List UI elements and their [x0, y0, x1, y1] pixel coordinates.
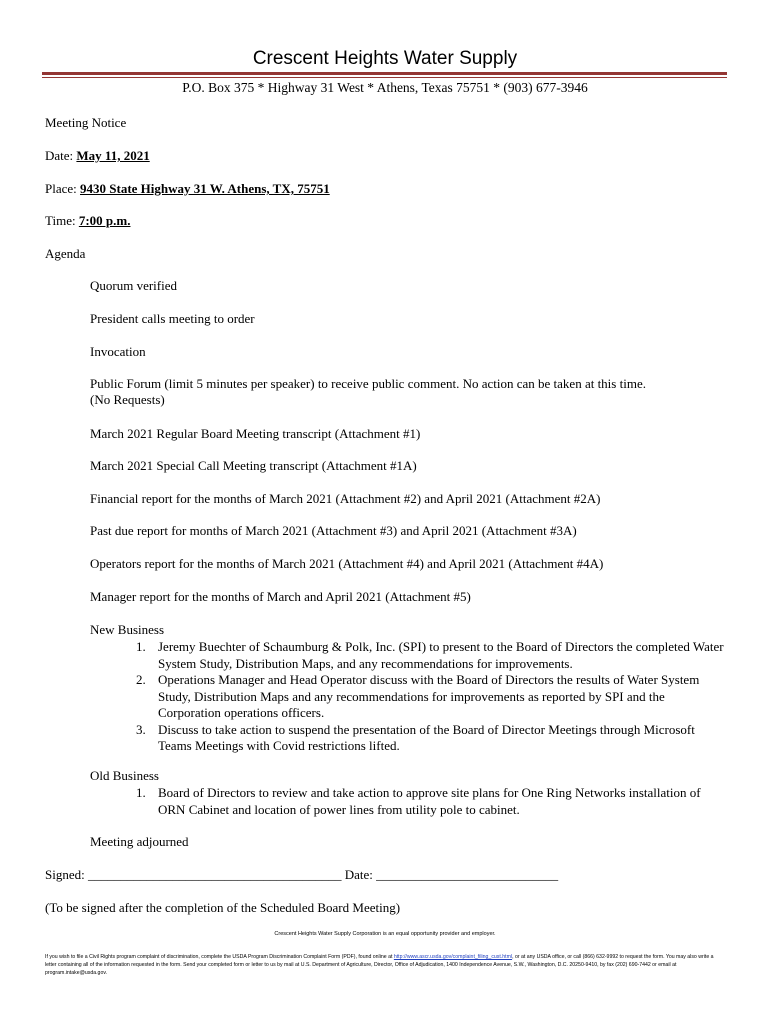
date-label: Date:: [45, 148, 74, 163]
list-item-number: 3.: [136, 721, 146, 737]
list-item: [90, 785, 730, 818]
civil-rights-text-start: If you wish to file a Civil Rights program complaint of discrimination, complete the USDA Program Discrimination Complaint Form (PDF), found online at: [45, 954, 394, 960]
list-item-text: Discuss to take action to suspend the presentation of the Board of Director Meetings through Microsoft Teams Meetings with Covid restrictions lifted.: [158, 721, 695, 753]
header-rule-thick: [42, 72, 727, 75]
list-item-text: Jeremy Buechter of Schaumburg & Polk, Inc. (SPI) to present to the Board of Directors the completed Water System Study, Distribution Maps, and any recommendations for improvements.: [158, 639, 724, 671]
agenda-item: March 2021 Regular Board Meeting transcript (Attachment #1): [90, 426, 421, 441]
signature-note: (To be signed after the completion of the Scheduled Board Meeting): [45, 900, 401, 915]
list-item-number: 1.: [136, 639, 146, 654]
civil-rights-text-end: , or at any USDA office, or call (866) 632-9992 to request the form. You may also write a letter containing all of the information requested in the form. Send your completed form or letter to us by mail at U.S. Department of Agriculture, Director, Office of Adjudication, 1400 Independence Avenue, S.W., Washington, D.C. 20250-9410, by fax (202) 690-7442 or email at program.intake@usda.gov.: [45, 954, 714, 976]
header-rule-thin: [42, 77, 727, 78]
list-item-number: 2.: [136, 672, 146, 687]
equal-opportunity-statement: Crescent Heights Water Supply Corporation is an equal opportunity provider and employer.: [274, 931, 496, 937]
agenda-heading: Agenda: [45, 246, 86, 261]
agenda-item: Financial report for the months of March 2021 (Attachment #2) and April 2021 (Attachment #2A): [90, 491, 601, 506]
agenda-item: President calls meeting to order: [90, 311, 255, 326]
old-business-heading: Old Business: [90, 768, 159, 783]
place-line: [45, 181, 330, 197]
date-value: May 11, 2021: [76, 148, 150, 163]
agenda-item: Quorum verified: [90, 278, 178, 293]
agenda-item: March 2021 Special Call Meeting transcript (Attachment #1A): [90, 458, 417, 473]
signature-line: Signed: _______________________________________ Date: ____________________________: [45, 867, 559, 882]
list-item: [90, 672, 730, 722]
new-business-heading: New Business: [90, 622, 165, 637]
civil-rights-notice: [45, 953, 725, 977]
place-label: Place:: [45, 181, 77, 196]
time-line: [45, 213, 130, 229]
list-item-text: Board of Directors to review and take action to approve site plans for One Ring Networks installation of ORN Cabinet and location of power lines from utility pole to cabinet.: [158, 785, 701, 817]
time-value: 7:00 p.m.: [78, 213, 131, 228]
list-item-number: 1.: [136, 785, 146, 800]
agenda-item: Public Forum (limit 5 minutes per speaker) to receive public comment. No action can be taken at this time.: [90, 376, 646, 391]
agenda-item: (No Requests): [90, 392, 165, 407]
date-line: [45, 148, 150, 164]
meeting-adjourned: Meeting adjourned: [90, 834, 189, 849]
old-business-section: [90, 768, 730, 818]
agenda-item: Operators report for the months of March 2021 (Attachment #4) and April 2021 (Attachment #4A): [90, 556, 604, 571]
meeting-notice-heading: Meeting Notice: [45, 115, 127, 130]
agenda-item: Manager report for the months of March and April 2021 (Attachment #5): [90, 589, 471, 604]
agenda-item: Past due report for months of March 2021 (Attachment #3) and April 2021 (Attachment #3A): [90, 523, 577, 538]
list-item-text: Operations Manager and Head Operator discuss with the Board of Directors the results of Water System Study, Distribution Maps and any recommendations for improvements as reported by SPI and the Corporation operations officers.: [158, 672, 700, 720]
organization-address: P.O. Box 375 * Highway 31 West * Athens, Texas 75751 * (903) 677-3946: [182, 80, 588, 95]
complaint-form-link[interactable]: http://www.ascr.usda.gov/complaint_filing_cust.html: [393, 954, 513, 960]
organization-title: Crescent Heights Water Supply: [252, 48, 518, 69]
place-value: 9430 State Highway 31 W. Athens, TX, 75751: [80, 181, 330, 196]
list-item: [90, 722, 730, 755]
agenda-item: Invocation: [90, 344, 146, 359]
list-item: [90, 639, 730, 672]
time-label: Time:: [45, 213, 76, 228]
new-business-section: [90, 622, 730, 755]
